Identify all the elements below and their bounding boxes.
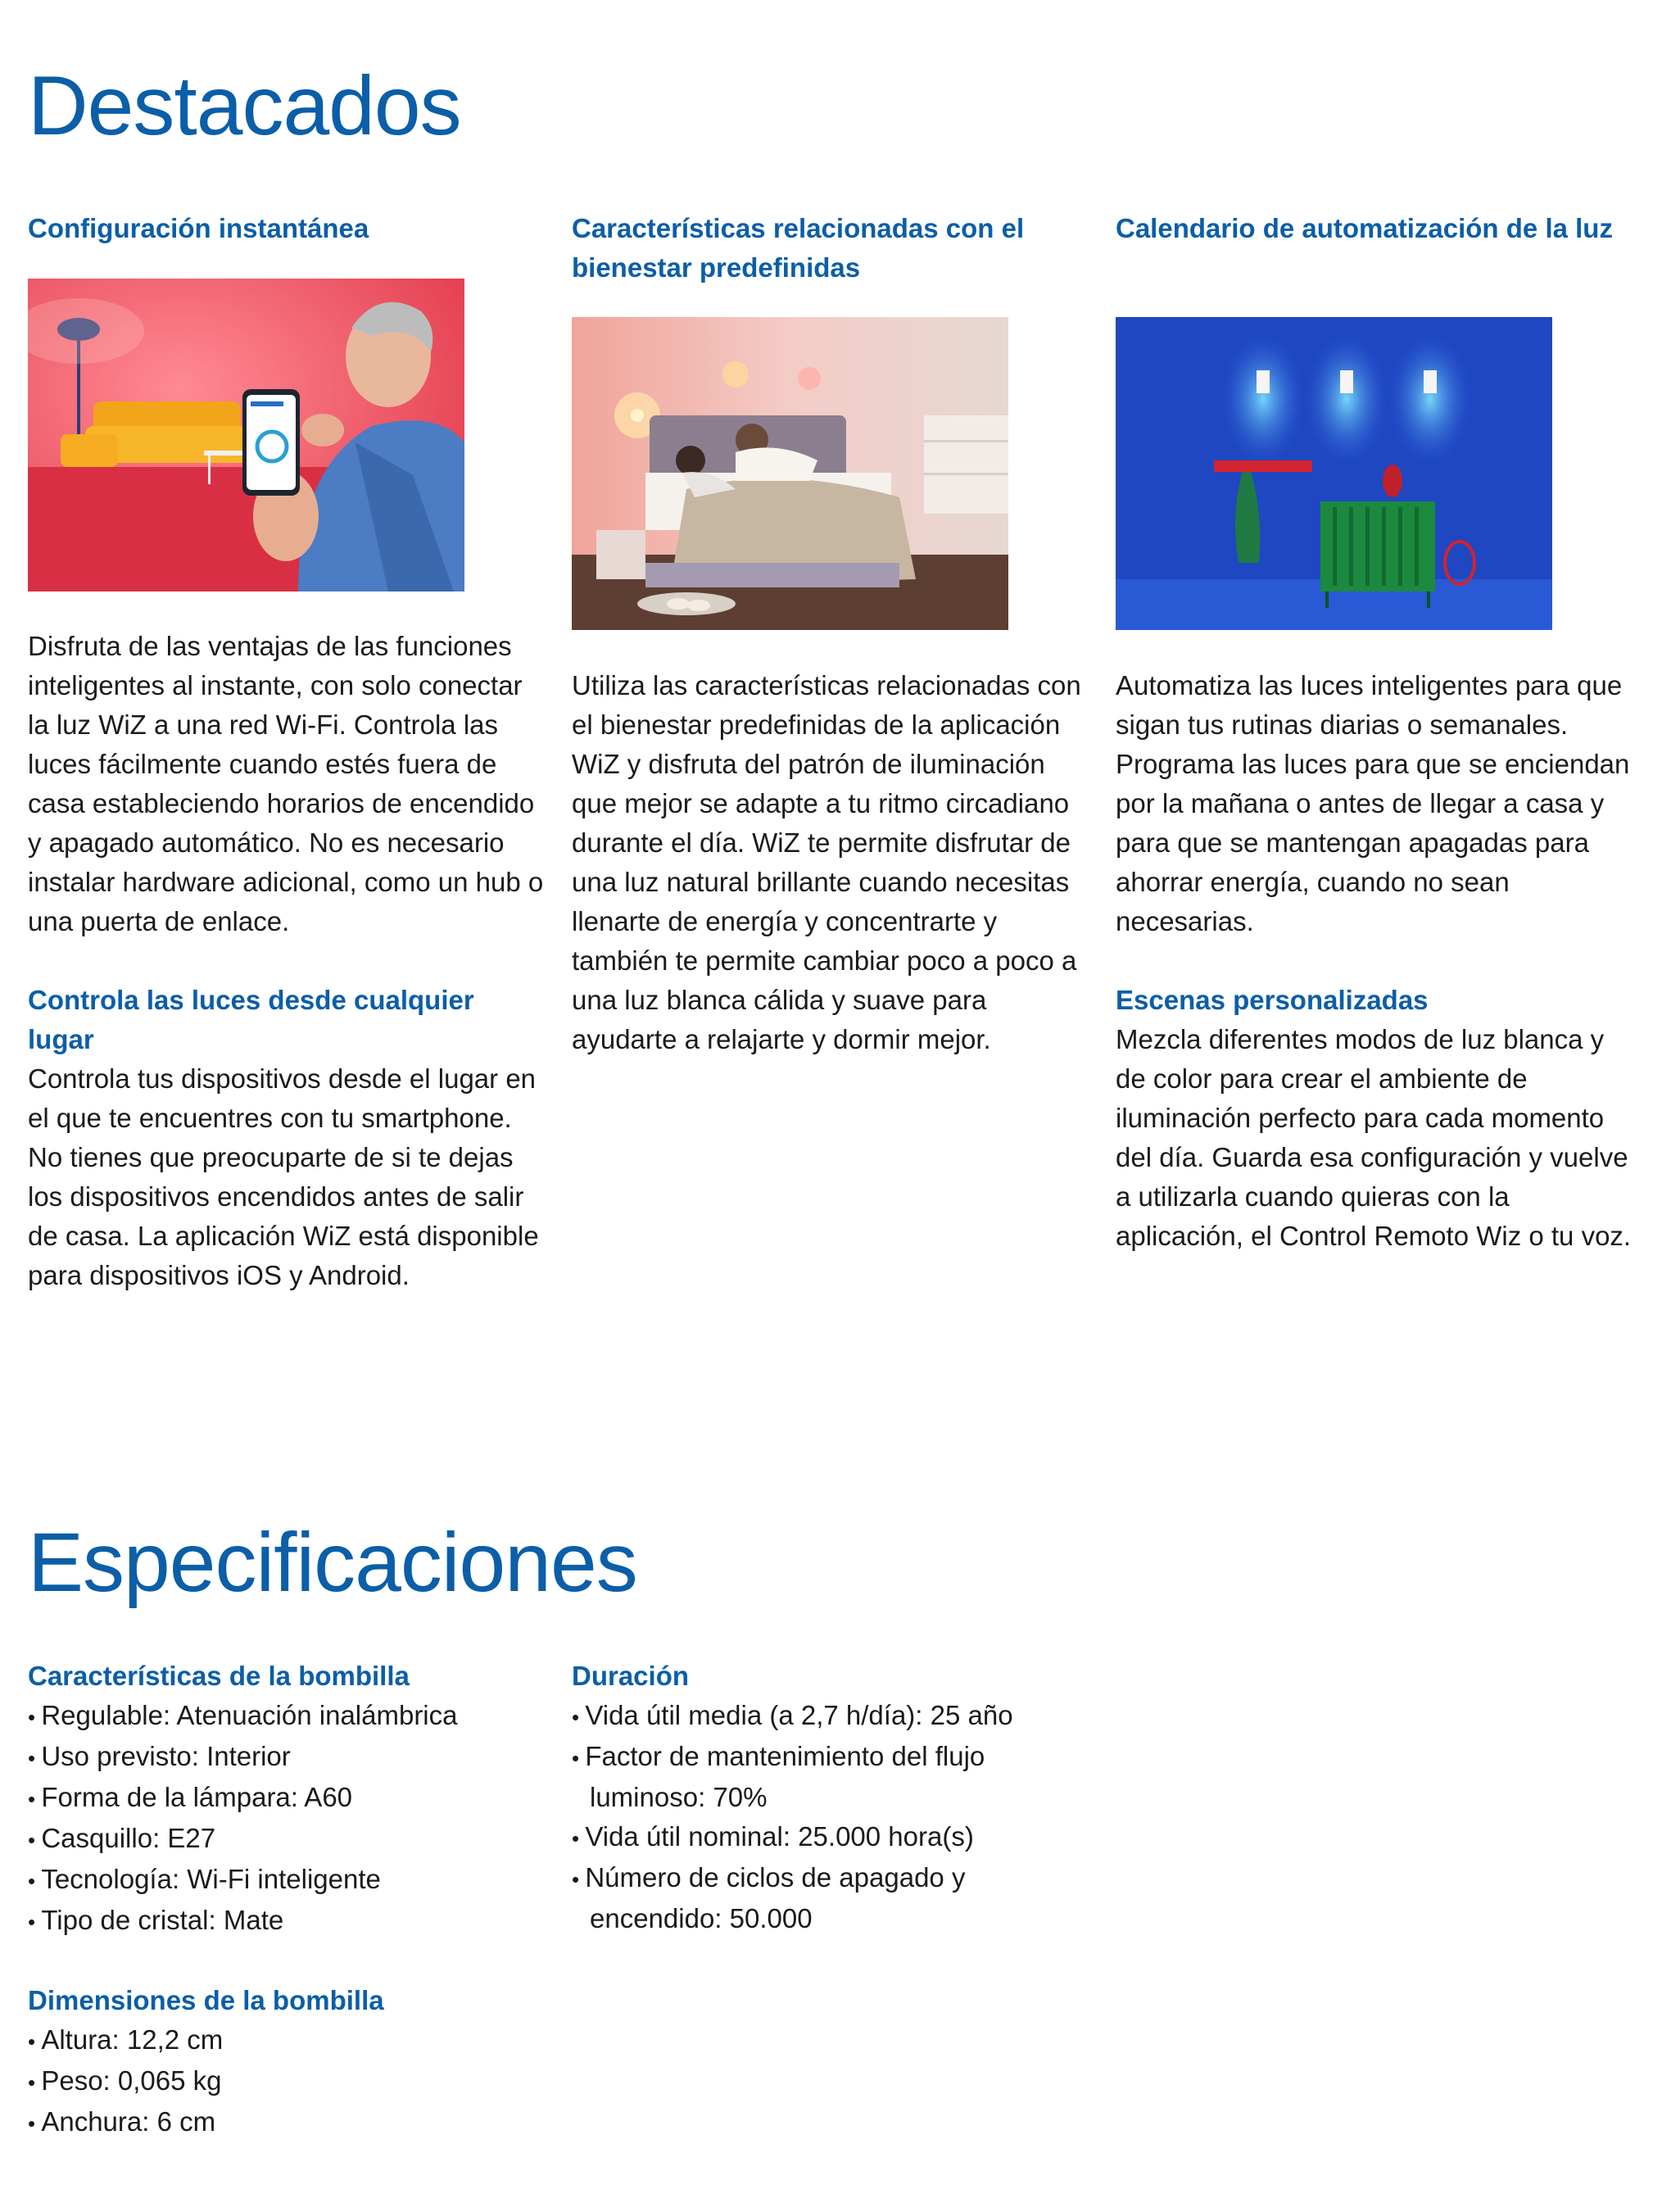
heading-control-anywhere: Controla las luces desde cualquier lugar [28,985,474,1054]
custom-scenes-text: Mezcla diferentes modos de luz blanca y de color para crear el ambiente de iluminación perfecto para cada momento del día. Guarda esa configuración y vuelve a utilizarla cuando quieras con la aplicación, el Control Remoto Wiz o tu voz. [1116,1024,1632,1251]
duration-list [572,1696,1088,1938]
heading-light-schedule: Calendario de automatización de la luz [1116,213,1613,243]
highlights-column-3-text [1116,666,1632,1256]
highlights-column-2 [572,209,1088,288]
list-item: • Peso: 0,065 kg [28,2061,544,2102]
highlights-title: Destacados [28,59,461,152]
specs-duration-section [572,1657,1088,1938]
specs-bulb-section [28,1657,544,2143]
list-item: • Tecnología: Wi-Fi inteligente [28,1860,544,1901]
heading-duration: Duración [572,1661,690,1691]
list-item: • Uso previsto: Interior [28,1737,544,1778]
list-item: • Anchura: 6 cm [28,2102,544,2143]
list-item: • Factor de mantenimiento del flujo luminoso: 70% [572,1737,1088,1817]
list-item: • Altura: 12,2 cm [28,2020,544,2061]
list-item: • Número de ciclos de apagado y encendido: 50.000 [572,1858,1088,1938]
bulb-dimensions-list [28,2020,544,2143]
light-schedule-text: Automatiza las luces inteligentes para que sigan tus rutinas diarias o semanales. Programa las luces para que se enciendan por la mañana o antes de llegar a casa y para que se mantengan apagadas para ahorrar energía, cuando no sean necesarias. [1116,670,1630,936]
photo-blue-wall-lights [1116,317,1552,630]
list-item: • Forma de la lámpara: A60 [28,1778,544,1819]
photo-couple-in-bed [572,317,1008,630]
highlights-column-1-text [28,627,544,1295]
highlights-column-3 [1116,209,1632,248]
wellbeing-features-text: Utiliza las características relacionadas con el bienestar predefinidas de la aplicación WiZ y disfruta del patrón de iluminación que mejor se adapte a tu ritmo circadiano durante el día. WiZ te permite disfrutar de una luz natural brillante cuando necesitas llenarte de energía y concentrarte y también te permite cambiar poco a poco a una luz blanca cálida y suave para ayudarte a relajarte y dormir mejor. [572,670,1081,1054]
heading-wellbeing-features: Características relacionadas con el bienestar predefinidas [572,213,1025,283]
photo-man-using-smartphone [28,279,464,592]
control-anywhere-text: Controla tus dispositivos desde el lugar en el que te encuentres con tu smartphone. No tienes que preocuparte de si te dejas los dispositivos encendidos antes de salir de casa. La aplicación WiZ está disponible para dispositivos iOS y Android. [28,1063,539,1290]
list-item: • Vida útil nominal: 25.000 hora(s) [572,1817,1088,1858]
heading-bulb-dimensions: Dimensiones de la bombilla [28,1985,384,2015]
list-item: • Vida útil media (a 2,7 h/día): 25 año [572,1696,1088,1737]
list-item: • Regulable: Atenuación inalámbrica [28,1696,544,1737]
list-item: • Tipo de cristal: Mate [28,1901,544,1942]
heading-bulb-features: Características de la bombilla [28,1661,410,1691]
heading-custom-scenes: Escenas personalizadas [1116,985,1429,1015]
highlights-column-1 [28,209,544,248]
specs-title: Especificaciones [28,1516,637,1609]
heading-instant-setup: Configuración instantánea [28,213,369,243]
instant-setup-text: Disfruta de las ventajas de las funciones inteligentes al instante, con solo conectar la luz WiZ a una red Wi-Fi. Controla las luces fácilmente cuando estés fuera de casa estableciendo horarios de encendido y apagado automático. No es necesario instalar hardware adicional, como un hub o una puerta de enlace. [28,631,544,936]
highlights-column-2-text [572,666,1088,1059]
list-item: • Casquillo: E27 [28,1819,544,1860]
bulb-features-list [28,1696,544,1942]
